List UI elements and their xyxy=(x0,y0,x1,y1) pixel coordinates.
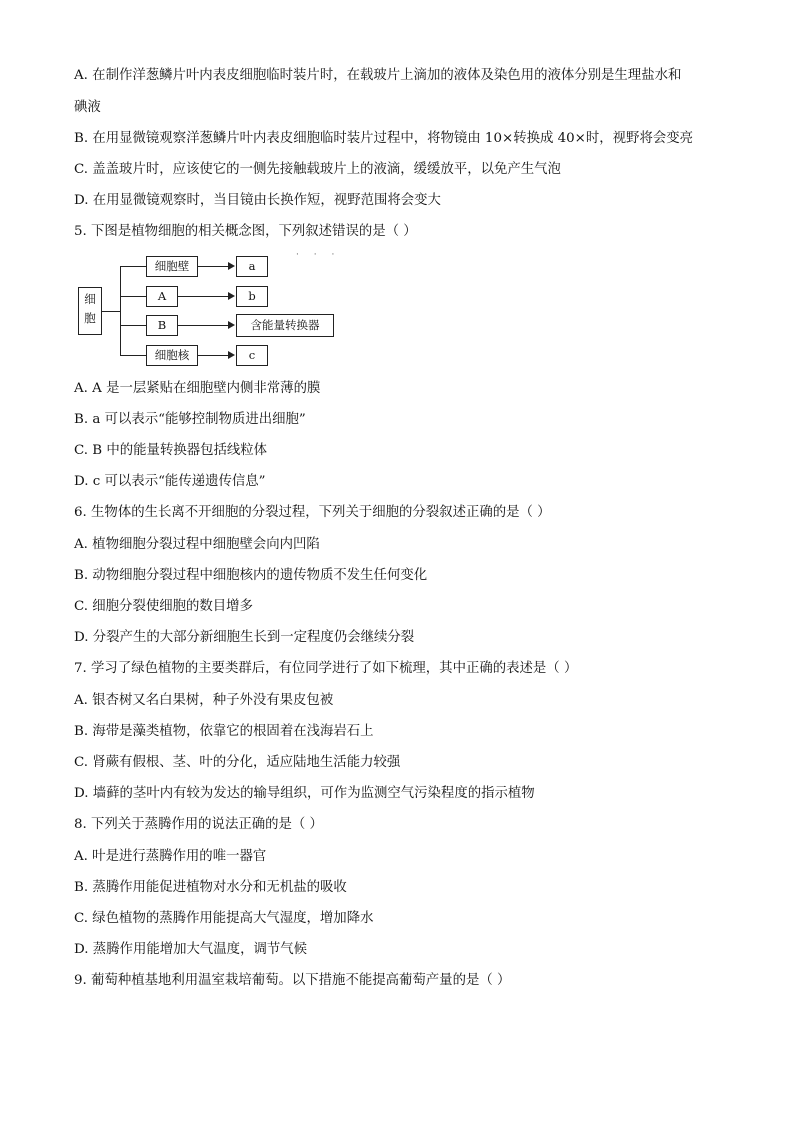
diagram-root-cell xyxy=(78,287,102,335)
q6-option-d: D. 分裂产生的大部分新细胞生长到一定程度仍会继续分裂 xyxy=(74,630,415,645)
diagram-target-energy-converter: 含能量转换器 xyxy=(236,314,334,337)
q6-stem: 6. 生物体的生长离不开细胞的分裂过程，下列关于细胞的分裂叙述正确的是（ ） xyxy=(74,505,551,520)
q7-option-b: B. 海带是藻类植物，依靠它的根固着在浅海岩石上 xyxy=(74,724,374,739)
q8-stem: 8. 下列关于蒸腾作用的说法正确的是（ ） xyxy=(74,817,323,832)
q7-stem: 7. 学习了绿色植物的主要类群后，有位同学进行了如下梳理，其中正确的表述是（ ） xyxy=(74,661,578,676)
diagram-target-c: c xyxy=(236,345,268,366)
diagram-target-b: b xyxy=(236,286,268,307)
q6-option-a: A. 植物细胞分裂过程中细胞壁会向内凹陷 xyxy=(74,537,320,552)
diagram-arrow1-line xyxy=(198,266,228,267)
q5-stem: 5. 下图是植物细胞的相关概念图，下列叙述错误的是（ ） xyxy=(74,224,417,239)
diagram-arrow4-line xyxy=(198,355,228,356)
diagram-branch4-connector xyxy=(120,355,146,356)
diagram-root-connector xyxy=(102,311,120,312)
diagram-branch2-connector xyxy=(120,296,146,297)
diagram-root-char1: 细 xyxy=(84,292,96,306)
q4-option-a-line2: 碘液 xyxy=(74,100,101,115)
q8-option-b: B. 蒸腾作用能促进植物对水分和无机盐的吸收 xyxy=(74,880,347,895)
q8-option-a: A. 叶是进行蒸腾作用的唯一器官 xyxy=(74,849,267,864)
diagram-arrow2-head xyxy=(228,292,235,300)
q7-option-d: D. 墙藓的茎叶内有较为发达的输导组织，可作为监测空气污染程度的指示植物 xyxy=(74,786,535,801)
diagram-dots: · · · xyxy=(296,250,341,260)
q6-option-b: B. 动物细胞分裂过程中细胞核内的遗传物质不发生任何变化 xyxy=(74,568,428,583)
diagram-target-a: a xyxy=(236,256,268,277)
diagram-arrow3-line xyxy=(178,325,228,326)
diagram-branch-cell-wall: 细胞壁 xyxy=(146,256,198,277)
diagram-branch-a: A xyxy=(146,286,178,307)
diagram-trunk-line xyxy=(120,266,121,355)
q4-option-b: B. 在用显微镜观察洋葱鳞片叶内表皮细胞临时装片过程中，将物镜由 10×转换成 40×时，视野将会变亮 xyxy=(74,131,694,146)
q7-option-c: C. 肾蕨有假根、茎、叶的分化，适应陆地生活能力较强 xyxy=(74,755,401,770)
diagram-root-char2: 胞 xyxy=(84,311,96,325)
q7-option-a: A. 银杏树又名白果树，种子外没有果皮包被 xyxy=(74,693,334,708)
q4-option-a-line1: A. 在制作洋葱鳞片叶内表皮细胞临时装片时，在载玻片上滴加的液体及染色用的液体分别是生理盐水和 xyxy=(74,68,682,83)
q5-option-c: C. B 中的能量转换器包括线粒体 xyxy=(74,443,268,458)
diagram-arrow2-line xyxy=(178,296,228,297)
diagram-branch1-connector xyxy=(120,266,146,267)
q5-option-a: A. A 是一层紧贴在细胞壁内侧非常薄的膜 xyxy=(74,381,321,396)
q5-option-b: B. a 可以表示“能够控制物质进出细胞” xyxy=(74,412,306,427)
diagram-branch-b: B xyxy=(146,315,178,336)
q4-option-c: C. 盖盖玻片时，应该使它的一侧先接触载玻片上的液滴，缓缓放平，以免产生气泡 xyxy=(74,162,561,177)
diagram-branch-nucleus: 细胞核 xyxy=(146,345,198,366)
q6-option-c: C. 细胞分裂使细胞的数目增多 xyxy=(74,599,253,614)
q8-option-d: D. 蒸腾作用能增加大气温度，调节气候 xyxy=(74,942,308,957)
q4-option-d: D. 在用显微镜观察时，当目镜由长换作短，视野范围将会变大 xyxy=(74,193,441,208)
cell-concept-diagram xyxy=(74,250,354,375)
diagram-arrow1-head xyxy=(228,262,235,270)
q9-stem: 9. 葡萄种植基地利用温室栽培葡萄。以下措施不能提高葡萄产量的是（ ） xyxy=(74,973,511,988)
diagram-arrow3-head xyxy=(228,321,235,329)
diagram-arrow4-head xyxy=(228,351,235,359)
diagram-branch3-connector xyxy=(120,325,146,326)
q5-option-d: D. c 可以表示“能传递遗传信息” xyxy=(74,474,266,489)
q8-option-c: C. 绿色植物的蒸腾作用能提高大气湿度，增加降水 xyxy=(74,911,374,926)
